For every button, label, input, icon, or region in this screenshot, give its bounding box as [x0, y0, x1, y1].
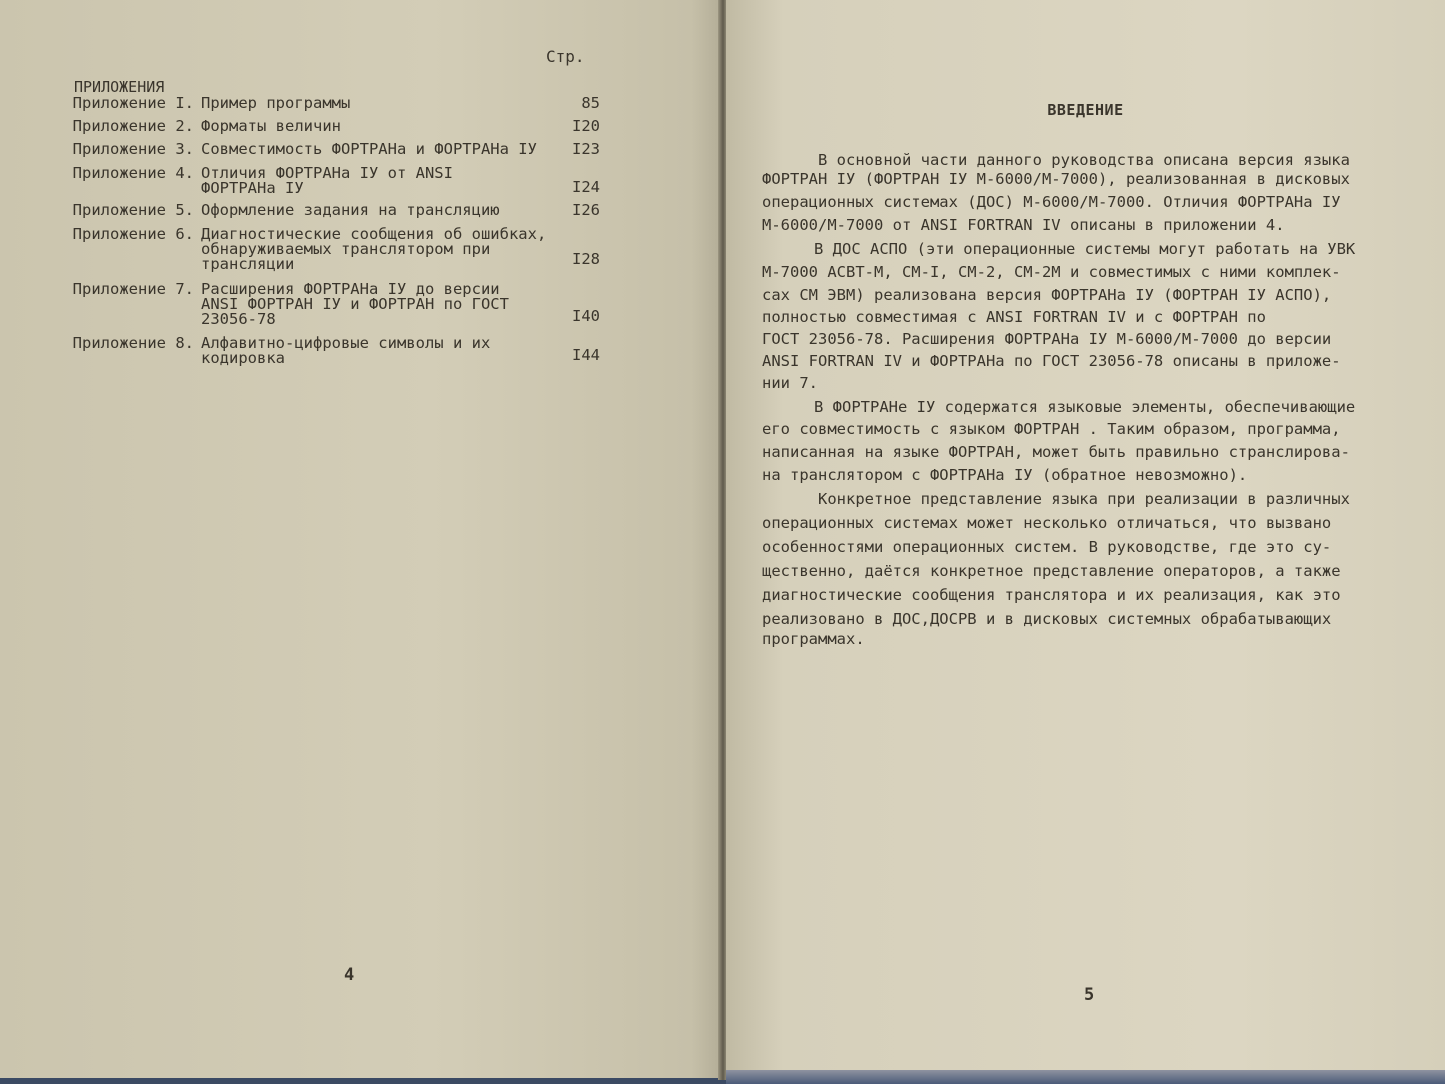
text-line: диагностические сообщения транслятора и их реализация, как это	[762, 586, 1341, 604]
right-page	[726, 0, 1445, 1072]
toc-entry-label: Приложение 3.	[72, 140, 194, 158]
toc-entry-label: Приложение 4.	[72, 164, 194, 182]
toc-entry-page: I40	[572, 307, 600, 325]
text-line: М-6000/М-7000 от ANSI FORTRAN IV описаны в приложении 4.	[762, 216, 1285, 234]
text-line: на транслятором с ФОРТРАНа IУ (обратное невозможно).	[762, 466, 1248, 484]
text-line: В основной части данного руководства описана версия языка	[818, 151, 1350, 169]
text-line: программах.	[762, 630, 865, 648]
appendices-title: ПРИЛОЖЕНИЯ	[74, 78, 165, 96]
page-number: 5	[1084, 985, 1095, 1005]
toc-entry-title: Форматы величин	[201, 117, 341, 135]
text-line: операционных системах (ДОС) М-6000/М-7000. Отличия ФОРТРАНа IУ	[762, 193, 1341, 211]
table-surface	[726, 1070, 1445, 1084]
toc-entry-page: I24	[572, 178, 600, 196]
text-line: операционных системах может несколько отличаться, что вызвано	[762, 514, 1332, 532]
text-line: сах СМ ЭВМ) реализована версия ФОРТРАНа IУ (ФОРТРАН IУ АСПО),	[762, 286, 1332, 304]
text-line: реализовано в ДОС,ДОСРВ и в дисковых системных обрабатывающих	[762, 610, 1332, 628]
text-line: написанная на языке ФОРТРАН, может быть правильно странслирова-	[762, 443, 1350, 461]
toc-entry-label: Приложение 5.	[72, 201, 194, 219]
toc-entry-page: 85	[581, 94, 600, 112]
toc-entry-page: I20	[572, 117, 600, 135]
toc-entry-label: Приложение 6.	[72, 225, 194, 243]
toc-entry-label: Приложение I.	[72, 94, 194, 112]
left-page	[0, 0, 720, 1078]
page-number: 4	[344, 965, 355, 985]
text-line: ФОРТРАН IУ (ФОРТРАН IУ М-6000/М-7000), реализованная в дисковых	[762, 170, 1350, 188]
text-line: особенностями операционных систем. В руководстве, где это су-	[762, 538, 1332, 556]
toc-entry-label: Приложение 7.	[72, 280, 194, 298]
text-line: М-7000 АСВТ-М, СМ-I, СМ-2, СМ-2М и совместимых с ними комплек-	[762, 263, 1341, 281]
toc-entry-page: I23	[572, 140, 600, 158]
toc-entry-title: Оформление задания на трансляцию	[201, 201, 500, 219]
toc-entry-title: Алфавитно-цифровые символы и их кодировка	[201, 334, 491, 367]
text-line: полностью совместимая с ANSI FORTRAN IV и с ФОРТРАН по	[762, 308, 1266, 326]
toc-entry-page: I28	[572, 250, 600, 268]
toc-entry-title: Отличия ФОРТРАНа IУ от ANSI ФОРТРАНа IУ	[201, 164, 453, 197]
toc-entry-label: Приложение 8.	[72, 334, 194, 352]
text-line: его совместимость с языком ФОРТРАН . Таким образом, программа,	[762, 420, 1341, 438]
text-line: В ФОРТРАНе IУ содержатся языковые элементы, обеспечивающие	[814, 398, 1356, 416]
toc-entry-page: I26	[572, 201, 600, 219]
toc-entry-title: Совместимость ФОРТРАНа и ФОРТРАНа IУ	[201, 140, 537, 158]
introduction-heading: ВВЕДЕНИЕ	[1047, 101, 1124, 119]
toc-entry-title: Пример программы	[201, 94, 351, 112]
text-line: ANSI FORTRAN IV и ФОРТРАНа по ГОСТ 23056-78 описаны в приложе-	[762, 352, 1341, 370]
page-column-header: Стр.	[546, 47, 585, 66]
toc-entry-page: I44	[572, 346, 600, 364]
toc-entry-title: Расширения ФОРТРАНа IУ до версии ANSI ФОРТРАН IУ и ФОРТРАН по ГОСТ 23056-78	[201, 280, 509, 328]
toc-entry-title: Диагностические сообщения об ошибках, обнаруживаемых транслятором при трансляции	[201, 225, 547, 273]
text-line: ГОСТ 23056-78. Расширения ФОРТРАНа IУ М-6000/М-7000 до версии	[762, 330, 1332, 348]
text-line: щественно, даётся конкретное представление операторов, а также	[762, 562, 1341, 580]
text-line: нии 7.	[762, 374, 818, 392]
text-line: Конкретное представление языка при реализации в различных	[818, 490, 1350, 508]
text-line: В ДОС АСПО (эти операционные системы могут работать на УВК	[814, 240, 1356, 258]
toc-entry-label: Приложение 2.	[72, 117, 194, 135]
